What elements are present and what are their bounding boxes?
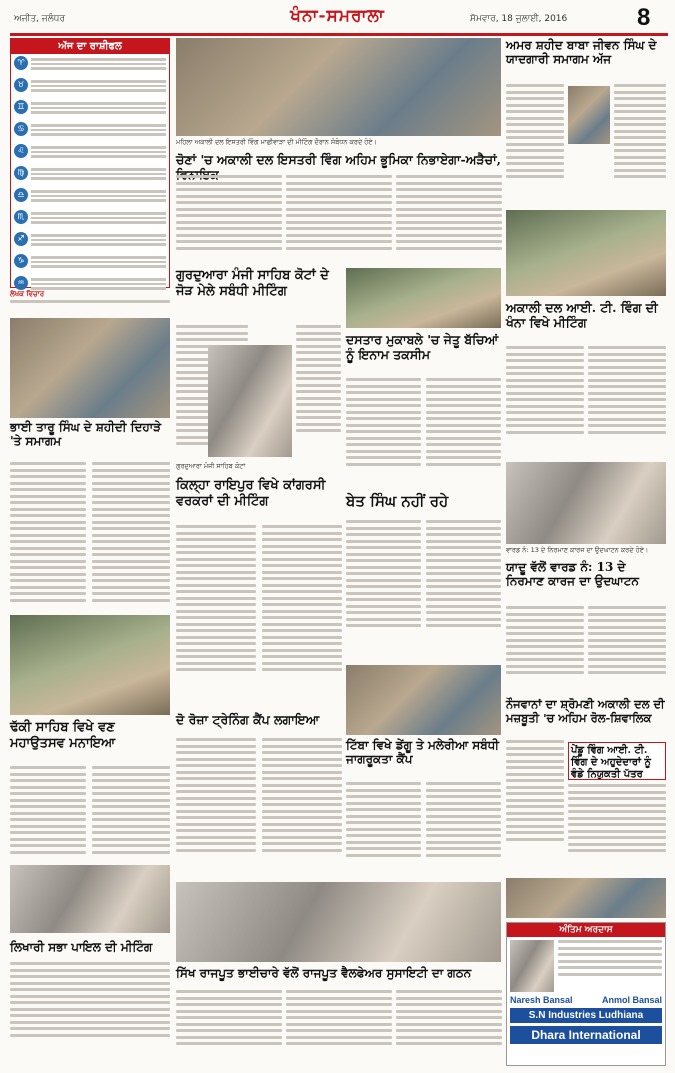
masthead-rule xyxy=(10,33,668,36)
body-van-mahotsav-col1 xyxy=(10,766,86,862)
scorpio-icon: ♏ xyxy=(14,210,28,224)
headline-youth-akali: ਨੌਜਵਾਨਾਂ ਦਾ ਸ਼੍ਰੋਮਣੀ ਅਕਾਲੀ ਦਲ ਦੀ ਮਜ਼ਬੂਤੀ 'ਚ ਅਹਿਮ ਰੋਲ-ਸ਼ਿਵਾਲਿਕ xyxy=(506,697,665,725)
libra-icon: ♎ xyxy=(14,188,28,202)
body-bet-singh-col2 xyxy=(426,520,501,660)
section-title: ਖੰਨਾ-ਸਮਰਾਲਾ xyxy=(290,6,385,26)
photo-it-wing-meeting xyxy=(506,210,666,296)
rashi-entry xyxy=(14,100,166,120)
body-training-camp-col2 xyxy=(262,738,342,878)
caption-women-wing: ਮਹਿਲਾ ਅਕਾਲੀ ਦਲ ਇਸਤਰੀ ਵਿੰਗ ਮਾਛੀਵਾੜਾ ਦੀ ਮੀਟਿੰਗ ਦੌਰਾਨ ਸੰਬੋਧਨ ਕਰਦੇ ਹੋਏ। xyxy=(176,138,378,146)
headline-manji-sahib: ਗੁਰਦੁਆਰਾ ਮੰਜੀ ਸਾਹਿਬ ਕੋਟਾਂ ਦੇ ਜੋੜ ਮੇਲੇ ਸਬੰਧੀ ਮੀਟਿੰਗ xyxy=(176,268,329,299)
headline-women-wing: ਚੋਣਾਂ 'ਚ ਅਕਾਲੀ ਦਲ ਇਸਤਰੀ ਵਿੰਗ ਅਹਿਮ ਭੂਮਿਕਾ ਨਿਭਾਏਗਾ-ਅੜੈਚਾਂ, xyxy=(176,152,501,167)
headline-likhari-sabha: ਲਿਖਾਰੀ ਸਭਾ ਪਾਇਲ ਦੀ ਮੀਟਿੰਗ xyxy=(10,940,153,954)
rashi-entry xyxy=(14,56,166,76)
issue-date: ਸੋਮਵਾਰ, 18 ਜੁਲਾਈ, 2016 xyxy=(470,14,568,24)
gemini-icon: ♊ xyxy=(14,100,28,114)
rashi-entry xyxy=(14,188,166,208)
headline-kila-raipur: ਕਿਲ੍ਹਾ ਰਾਇਪੁਰ ਵਿਖੇ ਕਾਂਗਰਸੀ ਵਰਕਰਾਂ ਦੀ ਮੀਟਿੰਗ xyxy=(176,478,326,509)
headline-training-camp: ਦੋ ਰੋਜ਼ਾ ਟ੍ਰੇਨਿੰਗ ਕੈਂਪ ਲਗਾਇਆ xyxy=(176,712,320,727)
advert-name-left: Naresh Bansal xyxy=(510,995,573,1005)
rashi-entry xyxy=(14,210,166,230)
photo-women-wing-meeting xyxy=(176,38,501,136)
headline-ward-13: ਯਾਦੂ ਵੱਲੋਂ ਵਾਰਡ ਨੰ: 13 ਦੇ ਨਿਰਮਾਣ ਕਾਰਜ ਦਾ ਉਦਘਾਟਨ xyxy=(506,560,639,589)
body-kila-raipur-col2 xyxy=(262,525,342,705)
advert-company-2: Dhara International xyxy=(510,1026,662,1044)
rashifal-footer-text xyxy=(10,300,170,310)
body-van-mahotsav-col2 xyxy=(92,766,170,862)
rashi-entry xyxy=(14,78,166,98)
advert-name-right: Anmol Bansal xyxy=(601,995,662,1005)
body-rajput-col3 xyxy=(396,990,502,1062)
edition-label: ਅਜੀਤ, ਜਲੰਧਰ xyxy=(14,14,66,24)
photo-appointment-letters xyxy=(506,878,666,918)
body-pendu-it-wing xyxy=(568,784,666,874)
aries-icon: ♈ xyxy=(14,56,28,70)
photo-rajput-society xyxy=(176,882,501,962)
body-women-wing-col1 xyxy=(176,175,282,265)
body-bet-singh-col1 xyxy=(346,520,421,660)
photo-ward-13 xyxy=(506,462,666,544)
body-likhari-sabha xyxy=(10,962,170,1062)
virgo-icon: ♍ xyxy=(14,166,28,180)
cancer-icon: ♋ xyxy=(14,122,28,136)
headline-van-mahotsav: ਢੱਕੀ ਸਾਹਿਬ ਵਿਖੇ ਵਣ ਮਹਾਉਤਸਵ ਮਨਾਇਆ xyxy=(10,720,116,751)
caption-manji-sahib: ਗੁਰਦੁਆਰਾ ਮੰਜੀ ਸਾਹਿਬ ਕੋਟਾਂ xyxy=(176,462,246,470)
headline-baba-jiwan-singh: ਅਮਰ ਸ਼ਹੀਦ ਬਾਬਾ ਜੀਵਨ ਸਿੰਘ ਦੇ ਯਾਦਗਾਰੀ ਸਮਾਗਮ ਅੱਜ xyxy=(506,38,657,67)
body-training-camp-col1 xyxy=(176,738,256,878)
taurus-icon: ♉ xyxy=(14,78,28,92)
body-dastar-col1 xyxy=(346,378,421,488)
body-women-wing-col2 xyxy=(286,175,392,265)
body-ward-13-col2 xyxy=(588,606,666,694)
body-dastar-col2 xyxy=(426,378,501,488)
caption-ward-13: ਵਾਰਡ ਨੰ: 13 ਦੇ ਨਿਰਮਾਣ ਕਾਰਜ ਦਾ ਉਦਘਾਟਨ ਕਰਦੇ ਹੋਏ। xyxy=(506,546,649,554)
headline-dastar-mukabla: ਦਸਤਾਰ ਮੁਕਾਬਲੇ 'ਚ ਜੇਤੂ ਬੱਚਿਆਂ ਨੂੰ ਇਨਾਮ ਤਕਸੀਮ xyxy=(346,332,499,362)
rashifal-list xyxy=(11,56,169,296)
rashi-entry xyxy=(14,144,166,164)
rashi-entry xyxy=(14,122,166,142)
headline-it-wing: ਅਕਾਲੀ ਦਲ ਆਈ. ਟੀ. ਵਿੰਗ ਦੀ ਖੰਨਾ ਵਿਖੇ ਮੀਟਿੰਗ xyxy=(506,300,658,330)
obituary-text xyxy=(554,940,662,992)
photo-gurdwara-building xyxy=(208,345,292,457)
body-rajput-col2 xyxy=(286,990,392,1062)
headline-bet-singh: ਬੇਤ ਸਿੰਘ ਨਹੀਂ ਰਹੇ xyxy=(346,492,449,510)
aquarius-icon: ♒ xyxy=(14,276,28,290)
headline-dengue-camp: ਟਿੱਬਾ ਵਿਖੇ ਡੇਂਗੂ ਤੇ ਮਲੇਰੀਆ ਸਬੰਧੀ ਜਾਗਰੂਕਤਾ ਕੈਂਪ xyxy=(346,738,499,767)
rashi-entry xyxy=(14,166,166,186)
body-kila-raipur-col1 xyxy=(176,525,256,705)
capricorn-icon: ♑ xyxy=(14,254,28,268)
sagittarius-icon: ♐ xyxy=(14,232,28,246)
rashifal-footer: ਲੇਖਕ ਵਿਚਾਰ xyxy=(10,290,45,298)
body-bhai-taru-singh-col2 xyxy=(92,462,170,612)
obituary-portrait xyxy=(510,940,554,992)
headline-rajput-society: ਸਿੱਖ ਰਾਜਪੂਤ ਭਾਈਚਾਰੇ ਵੱਲੋਂ ਰਾਜਪੂਤ ਵੈਲਫੇਅਰ ਸੁਸਾਇਟੀ ਦਾ ਗਠਨ xyxy=(176,966,472,980)
rashi-entry xyxy=(14,254,166,274)
photo-dastar-winners xyxy=(346,268,501,328)
rashifal-title: ਅੱਜ ਦਾ ਰਾਸ਼ੀਫਲ xyxy=(11,39,169,54)
photo-portrait xyxy=(568,86,610,144)
leo-icon: ♌ xyxy=(14,144,28,158)
body-ward-13-col1 xyxy=(506,606,584,694)
photo-dengue-camp xyxy=(346,665,501,735)
body-manji-sahib-col2 xyxy=(296,325,341,457)
photo-gurdwara-keertan xyxy=(10,318,170,418)
body-baba-jiwan-col2 xyxy=(614,84,666,204)
page-number: 8 xyxy=(637,4,651,31)
advert-company-1: S.N Industries Ludhiana xyxy=(510,1008,662,1023)
photo-likhari-sabha xyxy=(10,865,170,933)
body-rajput-col1 xyxy=(176,990,282,1062)
rashifal-box xyxy=(10,38,170,288)
body-it-wing-col2 xyxy=(588,346,666,458)
body-baba-jiwan-col1 xyxy=(506,84,564,204)
photo-tree-plantation xyxy=(10,615,170,715)
rashi-entry xyxy=(14,232,166,252)
advert-box xyxy=(506,922,666,1066)
body-youth-akali-col1 xyxy=(506,740,564,874)
body-it-wing-col1 xyxy=(506,346,584,458)
obituary-title: ਅੰਤਿਮ ਅਰਦਾਸ xyxy=(507,923,665,937)
headline-bhai-taru-singh: ਭਾਈ ਤਾਰੂ ਸਿੰਘ ਦੇ ਸ਼ਹੀਦੀ ਦਿਹਾੜੇ 'ਤੇ ਸਮਾਗਮ xyxy=(10,420,162,449)
body-bhai-taru-singh-col1 xyxy=(10,462,86,612)
headline-pendu-it-wing: ਪੇਂਡੂ ਵਿੰਗ ਆਈ. ਟੀ. ਵਿੰਗ ਦੇ ਅਹੁਦੇਦਾਰਾਂ ਨੂੰ ਵੰਡੇ ਨਿਯੁਕਤੀ ਪੱਤਰ xyxy=(568,742,666,780)
body-dengue-col2 xyxy=(426,782,501,878)
body-dengue-col1 xyxy=(346,782,421,878)
body-women-wing-col3 xyxy=(396,175,502,265)
